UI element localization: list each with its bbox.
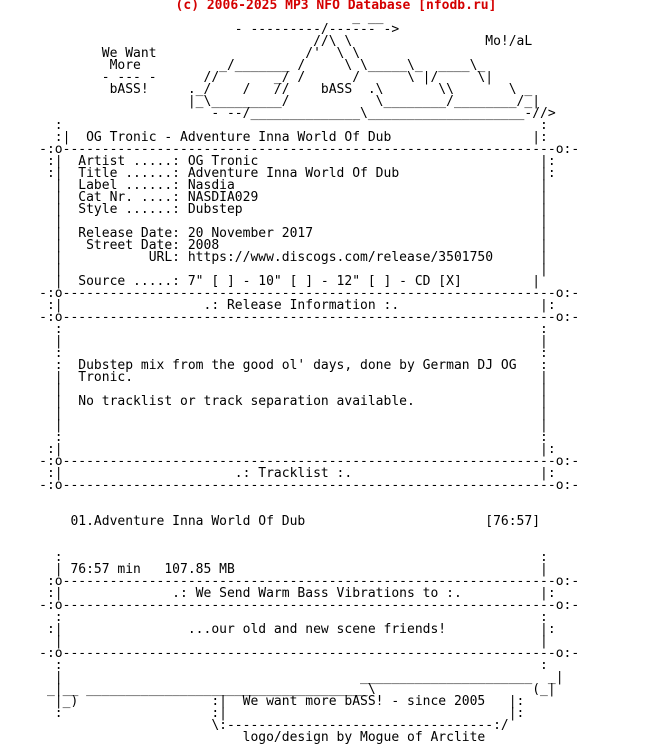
nfo-line: :| Title ......: Adventure Inna World Of Dub |: bbox=[0, 166, 556, 181]
nfo-line: logo/design by Mogue of Arclite bbox=[0, 730, 486, 745]
nfo-line: : : bbox=[0, 610, 548, 625]
nfo-line: : : bbox=[0, 346, 548, 361]
nfo-line: - --/______________\____________________-//> bbox=[0, 106, 556, 121]
nfo-line: We Want /' \ \ bbox=[0, 46, 361, 61]
nfo-line: | ______________________ _| bbox=[0, 670, 564, 685]
site-banner: (c) 2006-2025 MP3 NFO Database [nfodb.ru] bbox=[175, 0, 497, 13]
nfo-line: |_\_________/ \________/________/_| bbox=[0, 94, 541, 109]
nfo-line: | Cat Nr. ....: NASDIA029 | bbox=[0, 190, 548, 205]
nfo-line: - --- - // _/ / / \ |/ \| bbox=[0, 70, 494, 85]
nfo-line: | No tracklist or track separation available. | bbox=[0, 394, 548, 409]
nfo-line: | Source .....: 7" [ ] - 10" [ ] - 12" [ ] - CD [X] | bbox=[0, 274, 541, 289]
nfo-line: | | bbox=[0, 382, 548, 397]
nfo-line: :| .: Release Information :. |: bbox=[0, 298, 556, 313]
nfo-line: | URL: https://www.discogs.com/release/3501750 | bbox=[0, 250, 548, 265]
nfo-line: _|__ ____________________________________\ (_| bbox=[0, 682, 556, 697]
nfo-line: -:o---------------------------------------------------------------o:- bbox=[0, 286, 580, 301]
nfo-line: : : bbox=[0, 550, 548, 565]
nfo-line: - ---------/------ -> bbox=[0, 22, 400, 37]
nfo-line: | Style ......: Dubstep | bbox=[0, 202, 548, 217]
nfo-line: : : bbox=[0, 658, 548, 673]
nfo-line: | | bbox=[0, 406, 548, 421]
nfo-line: | Release Date: 20 November 2017 | bbox=[0, 226, 548, 241]
nfo-line: | | bbox=[0, 418, 548, 433]
nfo-line: :| OG Tronic - Adventure Inna World Of Dub |: bbox=[0, 130, 548, 145]
nfo-line: |_) :| We want more bASS! - since 2005 |: bbox=[0, 694, 525, 709]
nfo-line: //\ \ Mo!/aL bbox=[0, 34, 533, 49]
nfo-line: | 76:57 min 107.85 MB | bbox=[0, 562, 548, 577]
nfo-line: | | bbox=[0, 334, 548, 349]
nfo-line: :| .: Tracklist :. |: bbox=[0, 466, 556, 481]
nfo-line: :| |: bbox=[0, 442, 556, 457]
nfo-line: -:o---------------------------------------------------------------o:- bbox=[0, 646, 580, 661]
nfo-line: -:o---------------------------------------------------------------o:- bbox=[0, 478, 580, 493]
nfo-line: | | bbox=[0, 214, 548, 229]
nfo-line: More _/_______ / \ \_____\_ ____\_ bbox=[0, 58, 486, 73]
nfo-line: _ __ bbox=[0, 10, 384, 25]
nfo-line: | | bbox=[0, 634, 548, 649]
nfo-line: -:o---------------------------------------------------------------o:- bbox=[0, 598, 580, 613]
nfo-line: :o---------------------------------------------------------------o:- bbox=[0, 574, 580, 589]
nfo-line: : : bbox=[0, 430, 548, 445]
nfo-line: | Tronic. | bbox=[0, 370, 548, 385]
nfo-line: -:o---------------------------------------------------------------o:- bbox=[0, 454, 580, 469]
nfo-line: : : bbox=[0, 118, 548, 133]
nfo-line: | | bbox=[0, 262, 548, 277]
nfo-line: -:o---------------------------------------------------------------o:- bbox=[0, 142, 580, 157]
nfo-line: :| .: We Send Warm Bass Vibrations to :. |: bbox=[0, 586, 556, 601]
nfo-line: | Label ......: Nasdia | bbox=[0, 178, 548, 193]
nfo-line: : Dubstep mix from the good ol' days, done by German DJ OG : bbox=[0, 358, 548, 373]
nfo-line: :| ...our old and new scene friends! |: bbox=[0, 622, 556, 637]
nfo-line: bASS! ._/ / // bASS .\ \\ \ _ bbox=[0, 82, 533, 97]
nfo-line: 01.Adventure Inna World Of Dub [76:57] bbox=[0, 514, 541, 529]
nfo-line: :| Artist .....: OG Tronic |: bbox=[0, 154, 556, 169]
nfo-line: -:o---------------------------------------------------------------o:- bbox=[0, 310, 580, 325]
nfo-ascii-art bbox=[0, 12, 579, 744]
nfo-line: : : bbox=[0, 322, 548, 337]
nfo-line: \:----------------------------------:/ bbox=[0, 718, 509, 733]
nfo-line: : :| |: bbox=[0, 706, 525, 721]
nfo-line: | Street Date: 2008 | bbox=[0, 238, 548, 253]
